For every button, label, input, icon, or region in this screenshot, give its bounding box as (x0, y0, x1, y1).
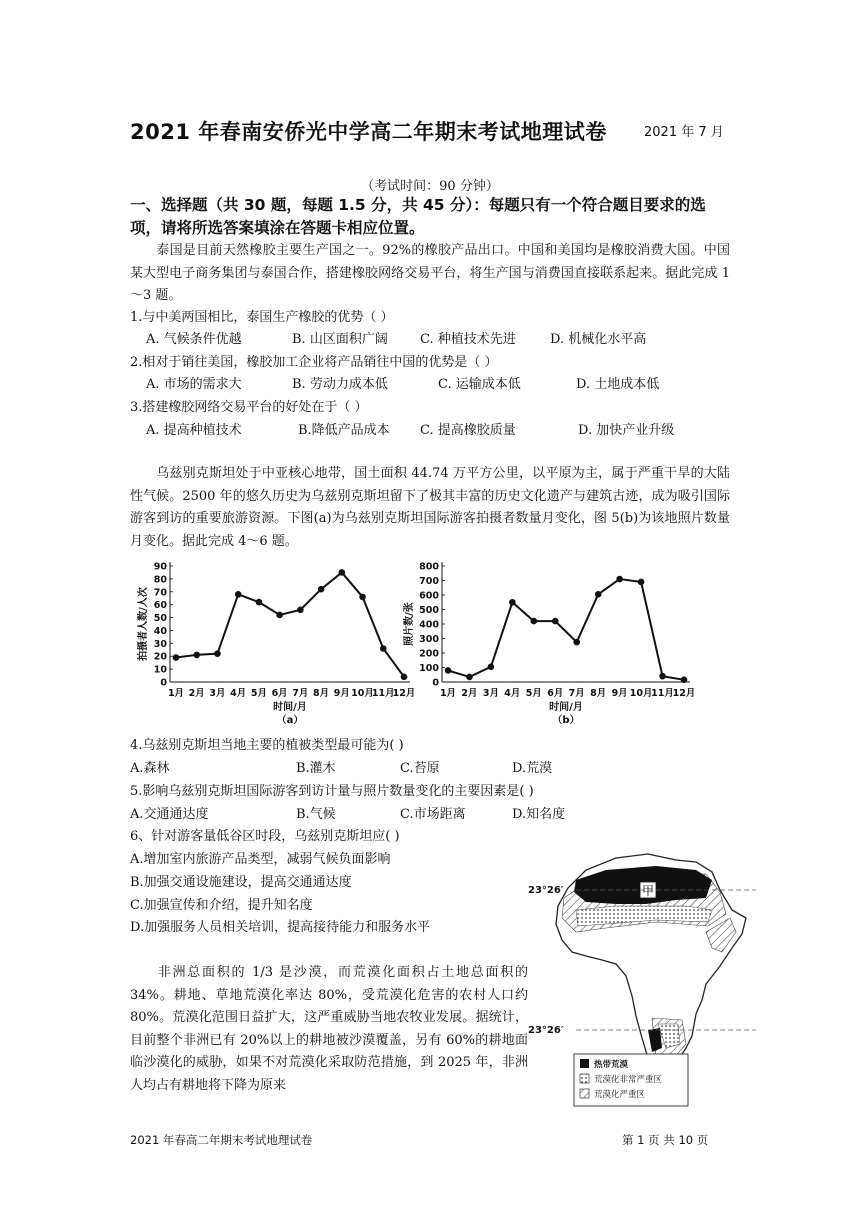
option-b[interactable]: B. 劳动力成本低 (292, 377, 388, 392)
question-2-options (146, 374, 659, 396)
x-tick-label: 2月 (188, 688, 205, 699)
data-point (235, 591, 242, 598)
y-tick-label: 300 (419, 634, 439, 645)
y-tick-label: 700 (419, 576, 439, 587)
x-axis-label: 时间/月 (549, 702, 583, 713)
data-point (193, 652, 200, 659)
data-point (339, 569, 346, 576)
option-d[interactable]: D.荒漠 (512, 761, 553, 776)
y-tick-label: 50 (153, 613, 167, 625)
data-point (380, 645, 387, 652)
y-tick-label: 20 (153, 651, 167, 663)
data-point (256, 599, 263, 606)
question-4-stem: 4.乌兹别克斯坦当地主要的植被类型最可能为( ) (130, 738, 404, 753)
option-a[interactable]: A. 市场的需求大 (146, 377, 242, 392)
data-point (276, 612, 283, 619)
option-d[interactable]: D.知名度 (512, 807, 566, 822)
data-point (531, 618, 538, 625)
option-b[interactable]: B. 山区面积广阔 (292, 332, 388, 347)
data-point (488, 663, 495, 670)
x-tick-label: 12月 (672, 688, 696, 699)
legend-severe: 荒漠化严重区 (594, 1090, 646, 1100)
option-c[interactable]: C. 提高橡胶质量 (420, 423, 516, 438)
label-jia: 甲 (641, 884, 655, 898)
y-tick-label: 0 (160, 677, 167, 689)
series-line (448, 579, 684, 680)
x-tick-label: 7月 (292, 688, 309, 699)
question-1-stem: 1.与中美两国相比，泰国生产橡胶的优势（ ） (130, 310, 394, 325)
option-c[interactable]: C.加强宣传和介绍，提升知名度 (130, 898, 313, 913)
data-point (509, 599, 516, 606)
y-tick-label: 60 (153, 600, 167, 612)
y-tick-label: 100 (419, 663, 439, 674)
tropic-north-label: 23°26′ (528, 885, 564, 896)
option-a[interactable]: A. 提高种植技术 (146, 423, 242, 438)
option-c[interactable]: C.苔原 (400, 761, 440, 776)
data-point (616, 576, 623, 583)
chart-caption: （a） (276, 715, 304, 726)
africa-desertification-map (528, 848, 756, 1110)
legend-very-severe: 荒漠化非常严重区 (594, 1075, 663, 1085)
y-tick-label: 30 (153, 638, 167, 650)
data-point (681, 677, 688, 684)
data-point (552, 618, 559, 625)
option-c[interactable]: C. 种植技术先进 (420, 332, 516, 347)
data-point (359, 594, 366, 601)
legend-tropical-desert: 热带荒漠 (594, 1060, 629, 1070)
exam-date: 2021 年 7 月 (644, 125, 724, 140)
y-tick-label: 800 (419, 561, 439, 573)
tropic-south-label: 23°26′ (528, 1025, 564, 1036)
footer-left: 2021 年春高二年期末考试地理试卷 (130, 1133, 313, 1147)
option-d[interactable]: D.加强服务人员相关培训，提高接待能力和服务水平 (130, 920, 431, 935)
section-heading: 一、选择题（共 30 题，每题 1.5 分，共 45 分）：每题只有一个符合题目要求的选项，请将所选答案填涂在答题卡相应位置。 (130, 196, 706, 237)
x-axis-label: 时间/月 (273, 702, 307, 713)
passage-2: 乌兹别克斯坦处于中亚核心地带，国土面积 44.74 万平方公里，以平原为主，属于严重干旱的大陆性气候。2500 年的悠久历史为乌兹别克斯坦留下了极其丰富的历史文化遗产与建筑古迹，成为吸引国际游客到访的重要旅游资源。下图(a)为乌兹别克斯坦国际游客拍摄者数量月变化，图 5(b)为该地照片数量月变化。据此完成 4～6 题。 (130, 466, 730, 549)
x-tick-label: 1月 (439, 688, 457, 699)
option-c[interactable]: C. 运输成本低 (438, 377, 521, 392)
y-tick-label: 400 (419, 619, 439, 631)
option-c[interactable]: C.市场距离 (400, 807, 466, 822)
x-tick-label: 5月 (525, 688, 542, 699)
x-tick-label: 7月 (568, 688, 585, 699)
x-tick-label: 10月 (629, 688, 653, 699)
x-tick-label: 3月 (482, 688, 499, 699)
x-tick-label: 2月 (461, 688, 478, 699)
option-a[interactable]: A. 气候条件优越 (146, 332, 242, 347)
x-tick-label: 4月 (504, 688, 521, 699)
x-tick-label: 1月 (167, 688, 185, 699)
chart-photos (400, 556, 695, 736)
data-point (595, 591, 602, 598)
passage-1: 泰国是目前天然橡胶主要生产国之一。92%的橡胶产品出口。中国和美国均是橡胶消费大国。中国某大型电子商务集团与泰国合作，搭建橡胶网络交易平台，将生产国与消费国直接联系起来。据此完成 1～3 题。 (130, 243, 730, 303)
option-b[interactable]: B.气候 (296, 807, 336, 822)
question-5-options (130, 804, 565, 826)
data-point (214, 650, 221, 657)
x-tick-label: 10月 (351, 688, 374, 699)
x-tick-label: 9月 (333, 688, 350, 699)
data-point (573, 639, 580, 646)
option-a[interactable]: A.交通通达度 (130, 807, 209, 822)
question-3-options (146, 420, 674, 442)
option-a[interactable]: A.增加室内旅游产品类型，减弱气候负面影响 (130, 852, 391, 867)
data-point (466, 674, 473, 681)
x-tick-label: 11月 (651, 688, 674, 699)
option-b[interactable]: B.灌木 (296, 761, 336, 776)
y-tick-label: 600 (419, 590, 439, 602)
option-d[interactable]: D. 土地成本低 (576, 377, 660, 392)
x-tick-label: 9月 (611, 688, 628, 699)
option-d[interactable]: D. 加快产业升级 (578, 423, 675, 438)
x-tick-label: 8月 (313, 688, 330, 699)
question-1-options (146, 329, 646, 351)
option-b[interactable]: B.加强交通设施建设，提高交通通达度 (130, 875, 352, 890)
chart-caption: （b） (552, 715, 580, 726)
x-tick-label: 8月 (590, 688, 607, 699)
y-tick-label: 40 (153, 625, 167, 637)
y-tick-label: 90 (153, 561, 167, 573)
x-tick-label: 6月 (271, 688, 288, 699)
x-tick-label: 6月 (547, 688, 564, 699)
y-tick-label: 70 (153, 587, 167, 599)
y-tick-label: 10 (153, 664, 167, 676)
question-4-options (130, 758, 552, 780)
data-point (173, 654, 180, 661)
y-axis-label: 拍摄者人数/人次 (138, 587, 149, 661)
question-2-stem: 2.相对于销往美国，橡胶加工企业将产品销往中国的优势是（ ） (130, 355, 498, 370)
data-point (659, 673, 666, 680)
exam-time: （考试时间：90 分钟） (361, 179, 499, 194)
y-tick-label: 200 (419, 648, 439, 660)
page-title: 2021 年春南安侨光中学高二年期末考试地理试卷 (130, 120, 607, 144)
y-tick-label: 500 (419, 605, 439, 616)
x-tick-label: 11月 (371, 688, 395, 699)
question-6-stem: 6、针对游客量低谷区时段，乌兹别克斯坦应( ) (130, 829, 400, 844)
x-tick-label: 5月 (250, 688, 267, 699)
option-d[interactable]: D. 机械化水平高 (550, 332, 647, 347)
data-point (638, 579, 645, 586)
question-5-stem: 5.影响乌兹别克斯坦国际游客到访计量与照片数量变化的主要因素是( ) (130, 784, 534, 799)
y-tick-label: 80 (153, 574, 167, 586)
chart-photographers (130, 556, 415, 736)
passage-3: 非洲总面积的 1/3 是沙漠，而荒漠化面积占土地总面积的 34%。耕地、草地荒漠化率达 80%，受荒漠化危害的农村人口约 80%。荒漠化范围日益扩大，这严重威胁当地农牧业发展。据统计，目前整个非洲已有 20%以上的耕地被沙漠覆盖，另有 60%的耕地面临沙漠化的威胁，如果不对荒漠化采取防范措施，到 2025 年，非洲人均占有耕地将下降为原来 (130, 965, 528, 1093)
series-line (176, 572, 404, 676)
y-tick-label: 0 (432, 677, 439, 689)
footer-page-number: 第 1 页 共 10 页 (622, 1133, 709, 1147)
data-point (297, 607, 304, 614)
option-a[interactable]: A.森林 (130, 761, 170, 776)
x-tick-label: 3月 (209, 688, 226, 699)
data-point (445, 667, 452, 674)
option-b[interactable]: B.降低产品成本 (298, 423, 390, 438)
y-axis-label: 照片数/张 (404, 602, 415, 646)
data-point (318, 586, 325, 593)
x-tick-label: 12月 (392, 688, 416, 699)
x-tick-label: 4月 (230, 688, 247, 699)
question-3-stem: 3.搭建橡胶网络交易平台的好处在于（ ） (130, 400, 368, 415)
